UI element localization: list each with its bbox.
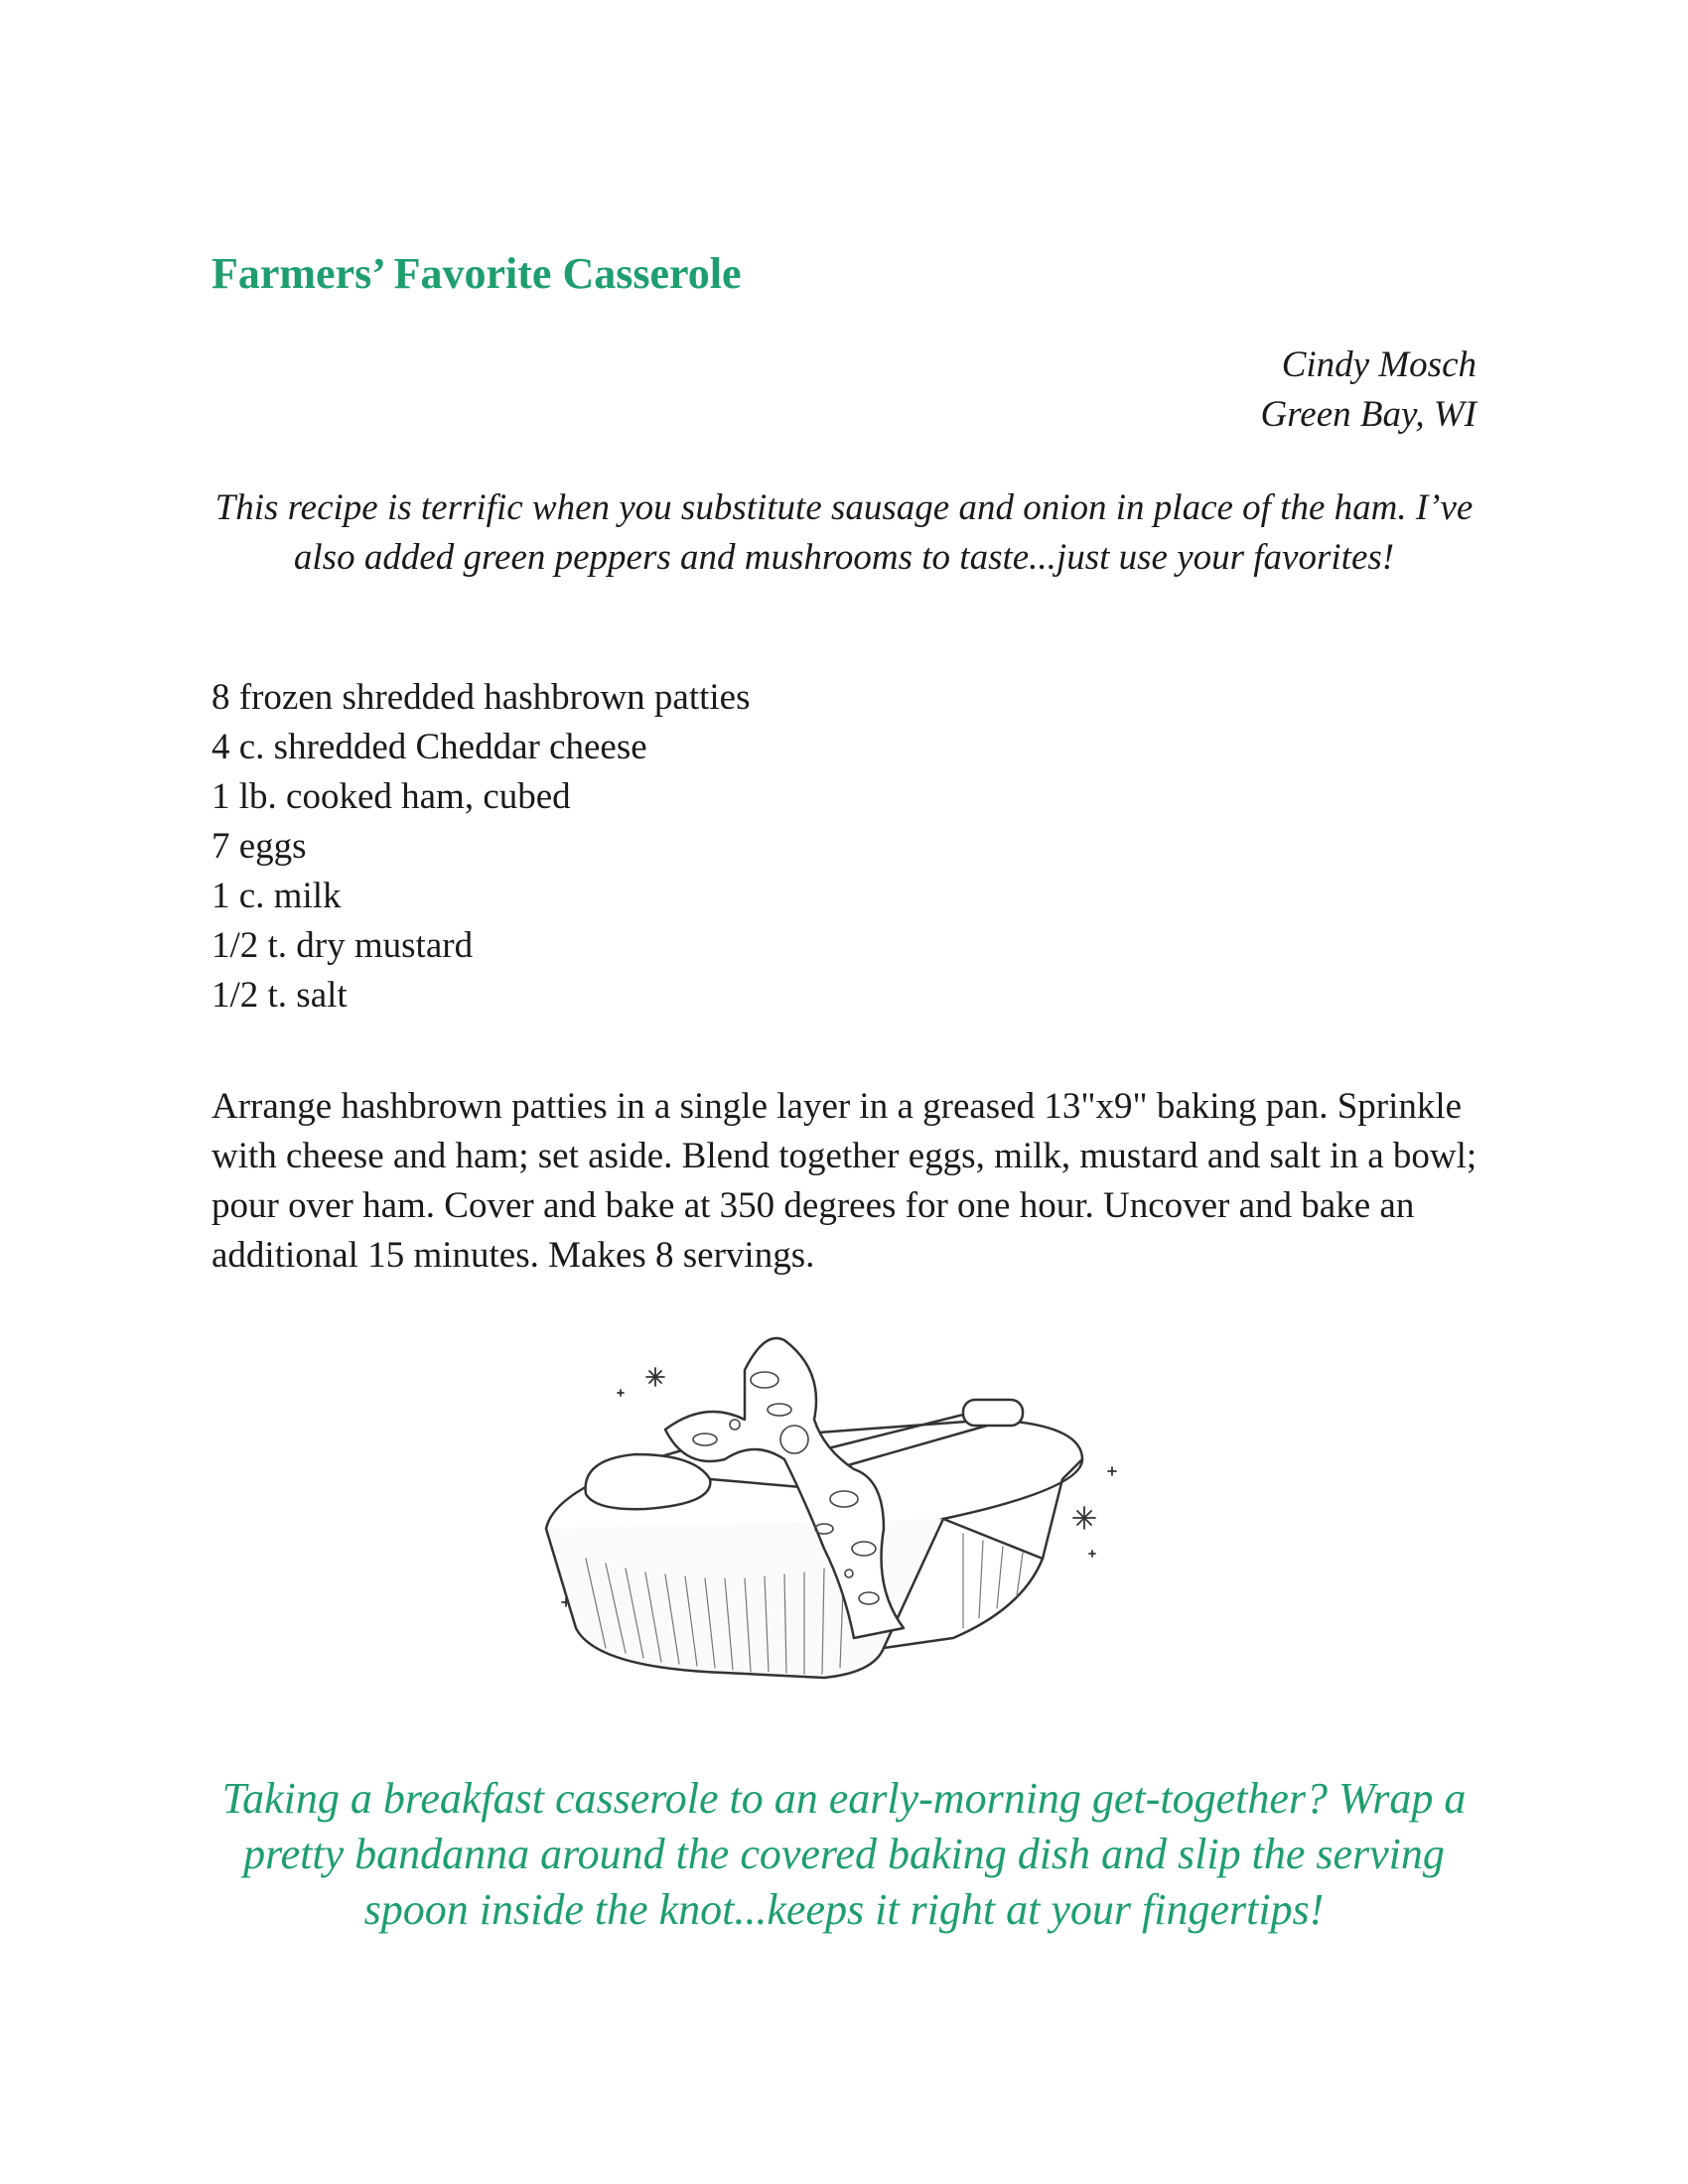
casserole-dish-with-bandanna-icon — [526, 1330, 1172, 1717]
ingredient-list — [211, 673, 751, 1021]
author-name: Cindy Mosch — [1281, 344, 1477, 385]
recipe-title: Farmers’ Favorite Casserole — [211, 249, 742, 298]
author-block — [1261, 341, 1477, 440]
ingredient-item: 1/2 t. salt — [211, 975, 348, 1016]
directions: Arrange hashbrown patties in a single layer in a greased 13"x9" baking pan. Sprinkle with cheese and ham; set aside. Blend together eggs, milk, mustard and salt in a bowl; pour over ham. Cover and bake at 350 degrees for one hour. Uncover and bake an additional 15 minutes. Makes 8 servings. — [211, 1086, 1477, 1276]
ingredient-item: 8 frozen shredded hashbrown patties — [211, 677, 751, 718]
ingredient-item: 1 lb. cooked ham, cubed — [211, 776, 571, 817]
intro-note: This recipe is terrific when you substitute sausage and onion in place of the ham. I’ve also added green peppers and mushrooms to taste...just use your favorites! — [214, 487, 1474, 578]
ingredient-item: 1/2 t. dry mustard — [211, 925, 474, 966]
author-location: Green Bay, WI — [1260, 394, 1477, 435]
tip-text: Taking a breakfast casserole to an early-morning get-together? Wrap a pretty bandanna around the covered baking dish and slip the serving spoon inside the knot...keeps it right at your fingertips! — [221, 1774, 1467, 1934]
ingredient-item: 4 c. shredded Cheddar cheese — [211, 727, 647, 767]
ingredient-item: 7 eggs — [211, 826, 307, 867]
ingredient-item: 1 c. milk — [211, 876, 342, 916]
spoon-icon — [586, 1454, 711, 1509]
